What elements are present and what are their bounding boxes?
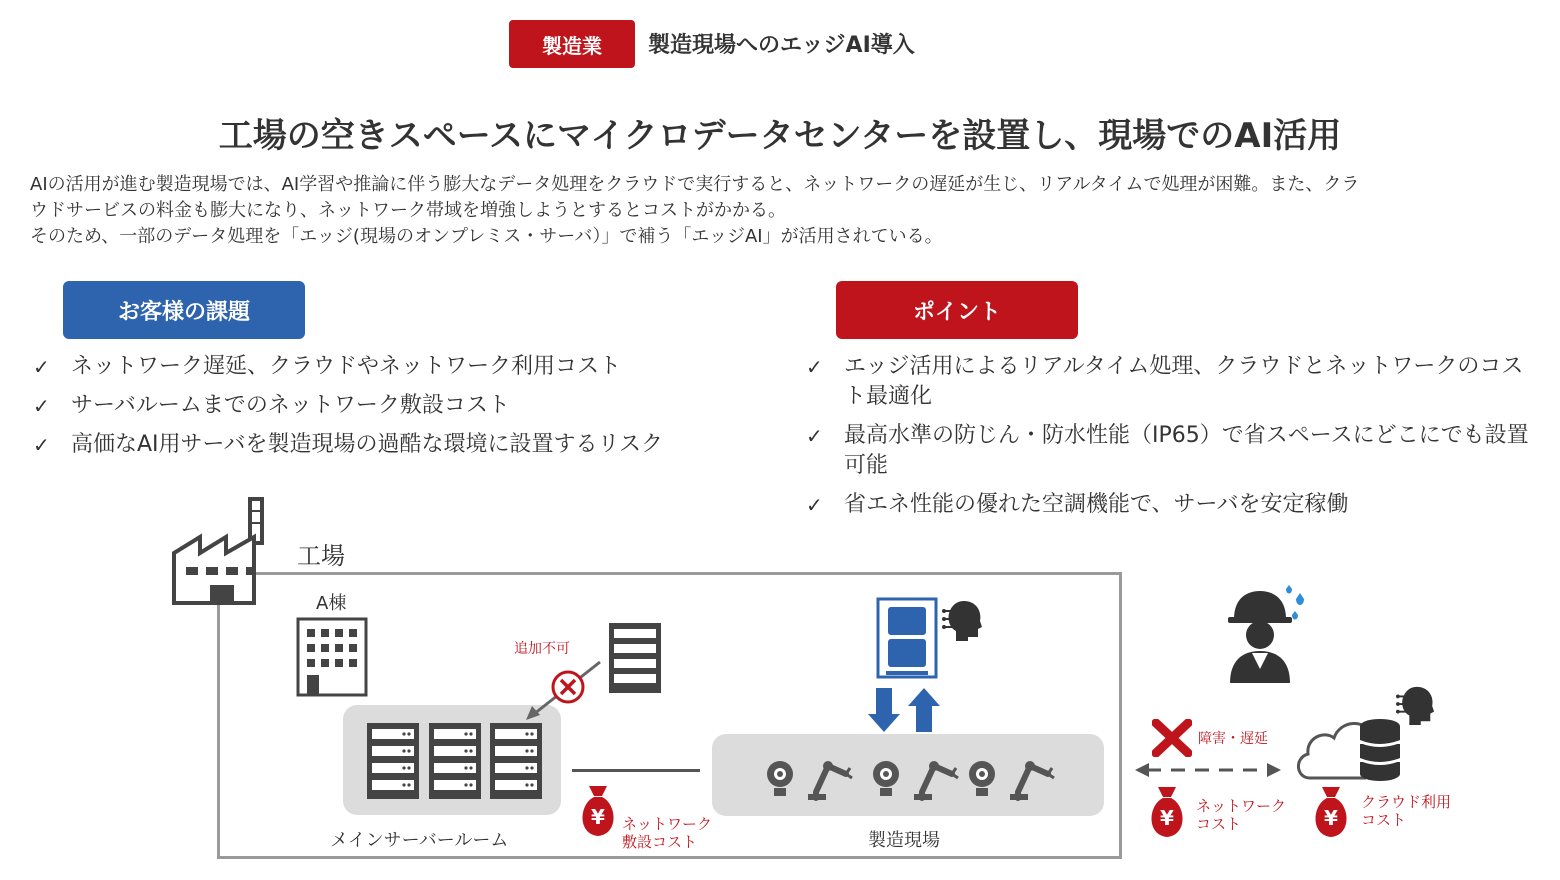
points-list — [806, 352, 1541, 529]
micro-datacenter-icon — [876, 597, 938, 681]
challenges-title: お客様の課題 — [63, 281, 305, 339]
list-item: ✓ ネットワーク遅延、クラウドやネットワーク利用コスト — [33, 352, 753, 382]
list-item: ✓ エッジ活用によるリアルタイム処理、クラウドとネットワークのコスト最適化 — [806, 354, 1524, 409]
robots-and-cameras — [758, 748, 1068, 804]
factory-boundary-left — [217, 600, 220, 859]
cloud-link-arrow — [1133, 760, 1283, 780]
factory-boundary-top — [217, 572, 1122, 575]
manufacturing-floor-label: 製造現場 — [868, 830, 940, 851]
page-subtitle: 製造現場へのエッジAI導入 — [648, 33, 915, 58]
network-cost-label: ネットワーク コスト — [1196, 797, 1287, 833]
intro-line-2: ウドサービスの料金も膨大になり、ネットワーク帯域を増強しようとするとコストがかかる。 — [30, 200, 786, 221]
category-tag: 製造業 — [509, 20, 635, 68]
check-icon: ✓ — [33, 433, 50, 457]
yen-symbol: ¥ — [1324, 806, 1338, 830]
cloud-cost-label: クラウド利用 コスト — [1361, 793, 1452, 829]
cloud-ai-head-icon — [1396, 683, 1436, 727]
server-rack-icon — [366, 722, 420, 800]
check-icon: ✓ — [33, 355, 50, 379]
data-exchange-arrows — [866, 688, 942, 734]
check-icon: ✓ — [806, 424, 823, 448]
camera-icon — [873, 761, 899, 796]
robot-arm-icon — [816, 766, 846, 798]
worried-worker-icon — [1222, 585, 1308, 685]
list-item: ✓ 高価なAI用サーバを製造現場の過酷な環境に設置するリスク — [33, 430, 753, 460]
factory-boundary-bottom — [217, 856, 1122, 859]
camera-icon — [767, 761, 793, 796]
intro-line-1: AIの活用が進む製造現場では、AI学習や推論に伴う膨大なデータ処理をクラウドで実行すると、ネットワークの遅延が生じ、リアルタイムで処理が困難。また、クラ — [30, 174, 1360, 195]
ai-head-icon — [942, 597, 984, 643]
cloud-icon — [1292, 706, 1402, 782]
server-rack-icon — [489, 722, 543, 800]
no-add-label: 追加不可 — [514, 641, 570, 657]
server-rack-icon — [428, 722, 482, 800]
office-building-icon — [296, 617, 368, 697]
page-headline: 工場の空きスペースにマイクロデータセンターを設置し、現場でのAI活用 — [218, 116, 1342, 156]
extra-server-icon — [608, 622, 662, 694]
points-title: ポイント — [836, 281, 1078, 339]
yen-symbol: ¥ — [1160, 806, 1174, 830]
factory-icon — [170, 495, 278, 607]
camera-icon — [969, 761, 995, 796]
network-link — [572, 769, 700, 772]
yen-symbol: ¥ — [591, 805, 605, 829]
list-item: ✓ 省エネ性能の優れた空調機能で、サーバを安定稼働 — [806, 490, 1541, 520]
check-icon: ✓ — [806, 493, 823, 517]
check-icon: ✓ — [33, 394, 50, 418]
list-item: ✓ サーバルームまでのネットワーク敷設コスト — [33, 391, 753, 421]
challenges-list — [33, 352, 753, 469]
server-room-label: メインサーバールーム — [330, 830, 509, 851]
factory-label: 工場 — [297, 542, 345, 570]
intro-paragraph — [30, 172, 1530, 250]
network-install-cost-label: ネットワーク 敷設コスト — [622, 815, 713, 851]
blocked-arrow — [520, 660, 610, 722]
check-icon: ✓ — [806, 355, 823, 379]
intro-line-3: そのため、一部のデータ処理を「エッジ(現場のオンプレミス・サーバ）」で補う「エッジAI」が活用されている。 — [30, 226, 943, 247]
building-label: A棟 — [316, 593, 347, 614]
failure-x-icon — [1152, 719, 1192, 757]
failure-delay-label: 障害・遅延 — [1198, 731, 1268, 747]
list-item: ✓ 最高水準の防じん・防水性能（IP65）で省スペースにどこにでも設置可能 — [806, 423, 1529, 478]
